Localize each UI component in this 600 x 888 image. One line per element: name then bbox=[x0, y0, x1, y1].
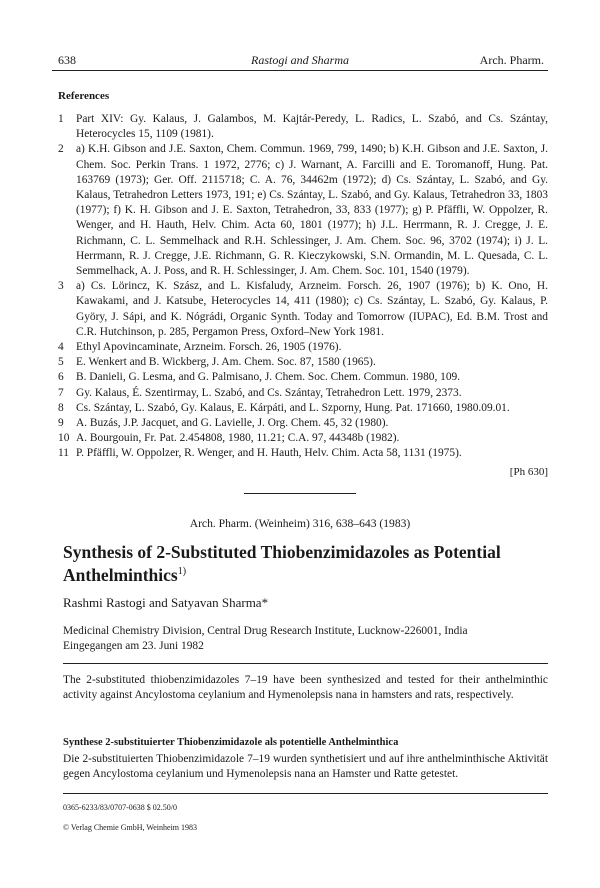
abstract-english: The 2-substituted thiobenzimidazoles 7–19 have been synthesized and tested for their anthelminthic activity against Ancylostoma ceylanium and Hymenolepsis nana in hamsters and rats, respectively. bbox=[63, 674, 548, 702]
reference-item bbox=[58, 431, 548, 446]
affiliation-block bbox=[63, 624, 468, 654]
reference-text: Part XIV: Gy. Kalaus, J. Galambos, M. Kajtár-Peredy, L. Radics, L. Szabó, and Cs. Szántay, Heterocycles 15, 1109 (1981). bbox=[76, 113, 548, 141]
reference-text: B. Danieli, G. Lesma, and G. Palmisano, J. Chem. Soc. Chem. Commun. 1980, 109. bbox=[76, 371, 461, 384]
reference-text: A. Buzás, J.P. Jacquet, and G. Lavielle, J. Org. Chem. 45, 32 (1980). bbox=[76, 417, 389, 430]
footer-rule bbox=[63, 793, 548, 794]
running-head bbox=[52, 52, 548, 68]
page-number: 638 bbox=[58, 53, 76, 67]
reference-item bbox=[58, 386, 548, 401]
reference-text: E. Wenkert and B. Wickberg, J. Am. Chem. Soc. 87, 1580 (1965). bbox=[76, 356, 376, 369]
section-divider bbox=[244, 493, 356, 494]
reference-item bbox=[58, 446, 548, 461]
header-rule bbox=[52, 70, 548, 71]
reference-number: 3 bbox=[58, 280, 64, 293]
reference-number: 8 bbox=[58, 401, 64, 414]
running-head-authors: Rastogi and Sharma bbox=[250, 53, 349, 67]
reference-number: 7 bbox=[58, 386, 64, 399]
reference-number: 9 bbox=[58, 417, 64, 430]
reference-item bbox=[58, 416, 548, 431]
reference-number: 5 bbox=[58, 356, 64, 369]
reference-text: A. Bourgouin, Fr. Pat. 2.454808, 1980, 11.21; C.A. 97, 44348b (1982). bbox=[76, 432, 400, 445]
reference-number: 11 bbox=[58, 447, 69, 460]
reference-number: 10 bbox=[58, 432, 70, 445]
article-title bbox=[63, 542, 543, 585]
reference-item bbox=[58, 401, 548, 416]
reference-item bbox=[58, 279, 548, 340]
abstract-rule bbox=[63, 663, 548, 664]
reference-item bbox=[58, 142, 548, 279]
reference-number: 4 bbox=[58, 341, 64, 354]
reference-text: a) Cs. Lörincz, K. Szász, and L. Kisfaludy, Arzneim. Forsch. 26, 1907 (1976); b) K. Ono, H. Kawakami, and J. Katsube, Heterocycles 14, 411 (1980); c) Cs. Szántay, L. Szabó, Gy. Kalaus, P. Györy, J. Sápi, and K. Nógrádi, Organic Synth. Today and Tomorrow (IUPAC), Ed. B.M. Trost and C.R. Hutchinson, p. 285, Pergamon Press, Oxford–New York 1981. bbox=[76, 280, 548, 338]
running-head-journal: Arch. Pharm. bbox=[479, 53, 544, 67]
reference-number: 6 bbox=[58, 371, 64, 384]
received-date: Eingegangen am 23. Juni 1982 bbox=[63, 640, 204, 652]
manuscript-code: [Ph 630] bbox=[509, 466, 548, 478]
reference-text: a) K.H. Gibson and J.E. Saxton, Chem. Commun. 1969, 799, 1490; b) K.H. Gibson and J.E. Saxton, J. Chem. Soc. Perkin Trans. 1 1972, 2776; c) J. Warnant, A. Farcilli and E. Toromanoff, Hung. Pat. 163769 (1973); Ger. Off. 2115718; C. A. 76, 34462m (1972); d) Cs. Szántay, L. Szabó, and Gy. Kalaus, Tetrahedron Letters 1973, 191; e) Cs. Szántay, L. Szabó, and Gy. Kalaus, Tetrahedron 33, 1803 (1977); f) K. H. Gibson and J. E. Saxton, Tetrahedron, 33, 833 (1977); g) P. Pfäffli, W. Oppolzer, R. Wenger, and H. Hauth, Helv. Chim. Acta 60, 1801 (1977); h) J.L. Herrmann, R. J. Cregge, J. E. Richmann, C. L. Semmelhack and R.H. Schlessinger, J. Am. Chem. Soc. 96, 3702 (1974); i) J. L. Herrmann, R. J. Cregge, J.E. Richmann, G. R. Kieczykowski, S.N. Ormandin, M. L. Quesada, C. L. Semmelhack, A. J. Poss, and R. H. Schlessinger, J. Am. Chem. Soc. 101, 1540 (1979). bbox=[76, 143, 548, 278]
references-list bbox=[58, 112, 548, 462]
article-citation: Arch. Pharm. (Weinheim) 316, 638–643 (1983) bbox=[189, 517, 411, 530]
article-title-text: Synthesis of 2-Substituted Thiobenzimidazoles as Potential Anthelminthics bbox=[63, 542, 501, 585]
reference-item bbox=[58, 112, 548, 142]
title-footnote-marker: 1) bbox=[177, 566, 187, 577]
german-title: Synthese 2-substituierter Thiobenzimidazole als potentielle Anthelminthica bbox=[63, 737, 399, 748]
affiliation: Medicinal Chemistry Division, Central Drug Research Institute, Lucknow-226001, India bbox=[63, 625, 468, 637]
reference-text: Gy. Kalaus, É. Szentirmay, L. Szabó, and Cs. Szántay, Tetrahedron Lett. 1979, 2373. bbox=[76, 386, 462, 399]
footer-identifier: 0365-6233/83/0707-0638 $ 02.50/0 bbox=[63, 803, 177, 812]
reference-item bbox=[58, 355, 548, 370]
reference-item bbox=[58, 370, 548, 385]
reference-number: 2 bbox=[58, 143, 64, 156]
references-heading: References bbox=[58, 90, 110, 102]
footer-publisher: © Verlag Chemie GmbH, Weinheim 1983 bbox=[63, 823, 198, 832]
reference-text: P. Pfäffli, W. Oppolzer, R. Wenger, and H. Hauth, Helv. Chim. Acta 58, 1131 (1975). bbox=[76, 447, 462, 460]
reference-number: 1 bbox=[58, 113, 64, 125]
abstract-german: Die 2-substituierten Thiobenzimidazole 7–19 wurden synthetisiert und auf ihre anthelminthische Aktivität gegen Ancylostoma ceylanium und Hymenolepsis nana an Hamster und Ratte getestet. bbox=[63, 753, 548, 781]
reference-text: Ethyl Apovincaminate, Arzneim. Forsch. 26, 1905 (1976). bbox=[76, 341, 342, 354]
article-authors: Rashmi Rastogi and Satyavan Sharma* bbox=[63, 595, 269, 610]
reference-text: Cs. Szántay, L. Szabó, Gy. Kalaus, E. Kárpáti, and L. Szporny, Hung. Pat. 171660, 1980.09.01. bbox=[76, 401, 510, 414]
reference-item bbox=[58, 340, 548, 355]
